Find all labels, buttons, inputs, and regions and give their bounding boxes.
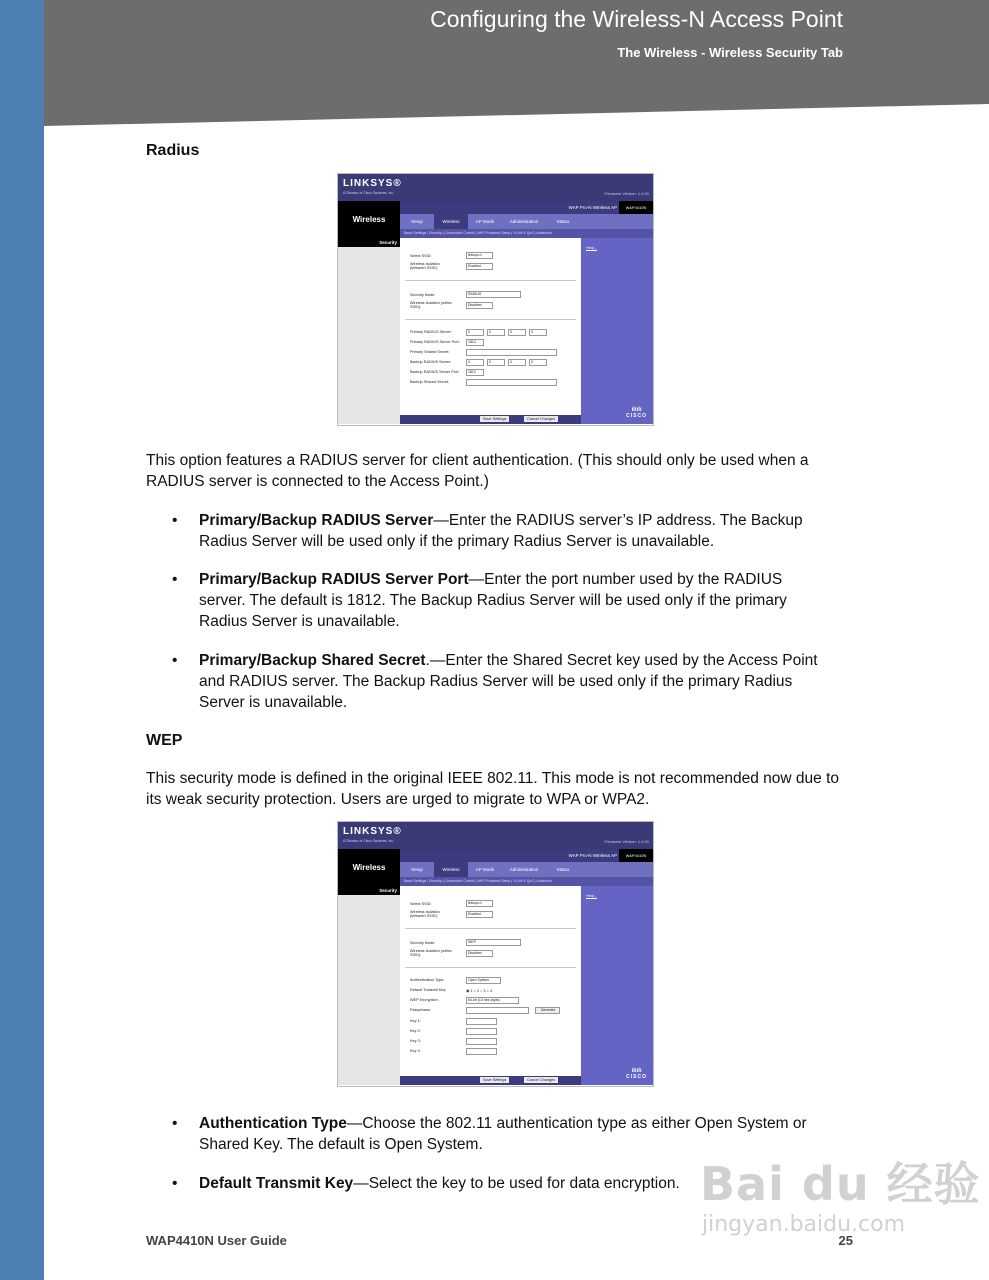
primary-radius-label: Primary RADIUS Server:: [410, 330, 452, 334]
primary-secret-label: Primary Shared Secret:: [410, 350, 450, 354]
shot-nav-bar: [400, 849, 653, 886]
isolation-between-select: Enabled: [466, 911, 493, 918]
wep-screenshot: [337, 821, 654, 1087]
tab-administration: Administration: [509, 219, 539, 224]
key-3-field: [466, 1038, 497, 1045]
security-mode-select: RADIUS: [466, 291, 521, 298]
bullet-text: —Enter the RADIUS server’s IP address. The Backup Radius Server will be used only if the primary Radius Server is unavailable.: [199, 512, 803, 550]
key-2-label: Key 2:: [410, 1029, 421, 1033]
isolation-within-select: Disabled: [466, 950, 493, 957]
backup-port-field: 1812: [466, 369, 484, 376]
security-mode-label: Security Mode:: [410, 941, 436, 945]
cisco-logo: [626, 1068, 647, 1080]
watermark-sub: jingyan.baidu.com: [702, 1212, 906, 1237]
shot-header: [338, 822, 653, 849]
tab-wireless: Wireless: [434, 862, 468, 877]
radius-bullet: [172, 650, 822, 713]
bullet-dot: •: [172, 652, 178, 669]
shot-help-panel: [581, 886, 653, 1085]
auth-type-label: Authentication Type:: [410, 978, 445, 982]
auth-type-select: Open System: [466, 977, 501, 984]
separator: [405, 928, 576, 929]
isolation-within-label: Wireless Isolation (within SSID):: [410, 949, 452, 957]
tab-ap-mode: AP Mode: [475, 867, 495, 872]
bullet-dot: •: [172, 1115, 178, 1132]
save-settings-button: Save Settings: [480, 416, 509, 422]
isolation-between-label: Wireless Isolation (between SSID):: [410, 910, 440, 918]
key-2-field: [466, 1028, 497, 1035]
shot-nav-bar: [400, 201, 653, 238]
footer-guide: WAP4410N User Guide: [146, 1233, 287, 1248]
radius-intro: This option features a RADIUS server for client authentication. (This should only be used when a RADIUS server is connected to the Access Point.): [146, 452, 809, 490]
shot-left-panel: [338, 238, 400, 424]
logo-subtitle: A Division of Cisco Systems, Inc.: [343, 191, 394, 195]
isolation-within-select: Disabled: [466, 302, 493, 309]
radius-screenshot: [337, 173, 654, 426]
bullet-term: Primary/Backup RADIUS Server: [199, 512, 434, 529]
help-link: Help...: [586, 894, 597, 898]
select-ssid-label: Select SSID:: [410, 902, 432, 906]
wep-heading: WEP: [146, 732, 183, 749]
watermark-main: Bai du 经验: [700, 1157, 981, 1211]
cisco-bars-icon: ılıılı: [631, 407, 642, 413]
key-1-label: Key 1:: [410, 1019, 421, 1023]
shot-body: [338, 886, 653, 1085]
radius-heading: Radius: [146, 142, 200, 159]
bullet-dot: •: [172, 571, 178, 588]
section-label: Security: [338, 238, 400, 247]
primary-port-field: 1812: [466, 339, 484, 346]
save-settings-button: Save Settings: [480, 1077, 509, 1083]
section-label: Security: [338, 886, 400, 895]
tab-ap-mode: AP Mode: [475, 219, 495, 224]
logo-subtitle: A Division of Cisco Systems, Inc.: [343, 839, 394, 843]
shot-help-panel: [581, 238, 653, 424]
radius-bullet: [172, 510, 822, 552]
bullet-text: .—Enter the Shared Secret key used by the Access Point and RADIUS server. The Backup Radius Server will be used only if the primary Radius Server is unavailable.: [199, 652, 818, 711]
firmware-version: Firmware Version: 1.0.00: [604, 839, 649, 844]
shot-footer: [400, 1076, 581, 1085]
generate-button: Generate: [535, 1007, 560, 1014]
ip-octet: 0: [487, 359, 505, 366]
bullet-term: Primary/Backup RADIUS Server Port: [199, 571, 469, 588]
cisco-wordmark: CISCO: [626, 1074, 647, 1080]
key-4-field: [466, 1048, 497, 1055]
shot-tabs: [400, 214, 653, 229]
tx-key-radios: ◉ 1 ○ 2 ○ 3 ○ 4: [466, 989, 493, 993]
page-number: 25: [838, 1233, 853, 1248]
ip-octet: 0: [508, 329, 526, 336]
shot-form: [400, 886, 581, 1085]
wep-encryption-select: 64-bit (10 hex digits): [466, 997, 519, 1004]
security-mode-label: Security Mode:: [410, 293, 436, 297]
subtabs: Basic Settings | Security | Connection Control | WiFi Protected Setup | VLAN & QoS | Advanced: [400, 877, 653, 886]
model-name: WAP4410N: [619, 201, 653, 214]
shot-page-title: Wireless: [352, 863, 386, 872]
ip-octet: 0: [508, 359, 526, 366]
isolation-between-select: Enabled: [466, 263, 493, 270]
help-link: Help...: [586, 246, 597, 250]
page-header: [44, 0, 989, 126]
bullet-dot: •: [172, 1175, 178, 1192]
bullet-text: —Enter the port number used by the RADIUS server. The default is 1812. The Backup Radius Server will be used only if the primary Radius Server is unavailable.: [199, 571, 787, 630]
product-name: WAP Pro-N Wireless AP: [400, 849, 653, 862]
tab-wireless: Wireless: [434, 214, 468, 229]
ip-octet: 0: [466, 329, 484, 336]
isolation-within-label: Wireless Isolation (within SSID):: [410, 301, 452, 309]
ssid-select: linksys-n: [466, 252, 493, 259]
tab-status: Status: [556, 219, 570, 224]
shot-left-panel: [338, 886, 400, 1085]
ip-octet: 0: [466, 359, 484, 366]
shot-tabs: [400, 862, 653, 877]
ssid-select: linksys-n: [466, 900, 493, 907]
header-subtitle: The Wireless - Wireless Security Tab: [617, 45, 843, 60]
baidu-watermark: [700, 1148, 981, 1237]
shot-header: [338, 174, 653, 201]
cisco-logo: [626, 407, 647, 419]
backup-secret-field: [466, 379, 557, 386]
bullet-term: Authentication Type: [199, 1115, 347, 1132]
cisco-bars-icon: ılıılı: [631, 1068, 642, 1074]
shot-form: [400, 238, 581, 424]
backup-radius-label: Backup RADIUS Server:: [410, 360, 452, 364]
key-4-label: Key 4:: [410, 1049, 421, 1053]
passphrase-field: [466, 1007, 529, 1014]
bullet-dot: •: [172, 512, 178, 529]
shot-nav: [338, 849, 653, 886]
firmware-version: Firmware Version: 1.0.00: [604, 191, 649, 196]
cancel-changes-button: Cancel Changes: [524, 416, 558, 422]
shot-page-title: Wireless: [352, 215, 386, 224]
ip-octet: 0: [487, 329, 505, 336]
key-1-field: [466, 1018, 497, 1025]
wep-intro: This security mode is defined in the original IEEE 802.11. This mode is not recommended now due to its weak security protection. Users are urged to migrate to WPA or WPA2.: [146, 770, 839, 808]
backup-port-label: Backup RADIUS Server Port:: [410, 370, 460, 374]
shot-footer: [400, 415, 581, 424]
tab-status: Status: [556, 867, 570, 872]
header-title: Configuring the Wireless-N Access Point: [430, 6, 843, 32]
tx-key-label: Default Transmit Key:: [410, 988, 447, 992]
security-mode-select: WEP: [466, 939, 521, 946]
separator: [405, 280, 576, 281]
bullet-term: Default Transmit Key: [199, 1175, 354, 1192]
subtabs: Basic Settings | Security | Connection Control | WiFi Protected Setup | VLAN & QoS | Advanced: [400, 229, 653, 238]
wep-encryption-label: WEP Encryption:: [410, 998, 439, 1002]
model-name: WAP4410N: [619, 849, 653, 862]
separator: [405, 967, 576, 968]
ip-octet: 0: [529, 359, 547, 366]
isolation-between-label: Wireless Isolation (between SSID):: [410, 262, 440, 270]
linksys-logo: LINKSYS®: [343, 826, 402, 837]
tab-setup: Setup: [411, 867, 423, 872]
separator: [405, 319, 576, 320]
bullet-term: Primary/Backup Shared Secret: [199, 652, 426, 669]
ip-octet: 0: [529, 329, 547, 336]
primary-port-label: Primary RADIUS Server Port:: [410, 340, 460, 344]
radius-bullet: [172, 569, 822, 632]
product-name: WAP Pro-N Wireless AP: [400, 201, 653, 214]
cisco-wordmark: CISCO: [626, 413, 647, 419]
select-ssid-label: Select SSID:: [410, 254, 432, 258]
tab-administration: Administration: [509, 867, 539, 872]
linksys-logo: LINKSYS®: [343, 178, 402, 189]
cancel-changes-button: Cancel Changes: [524, 1077, 558, 1083]
tab-setup: Setup: [411, 219, 423, 224]
primary-secret-field: [466, 349, 557, 356]
shot-nav: [338, 201, 653, 238]
bullet-text: —Select the key to be used for data encryption.: [353, 1175, 680, 1192]
left-accent-bar: [0, 0, 44, 1280]
bullet-text: —Choose the 802.11 authentication type as either Open System or Shared Key. The default is Open System.: [199, 1115, 807, 1153]
passphrase-label: Passphrase:: [410, 1008, 432, 1012]
backup-secret-label: Backup Shared Secret:: [410, 380, 450, 384]
key-3-label: Key 3:: [410, 1039, 421, 1043]
shot-body: [338, 238, 653, 424]
